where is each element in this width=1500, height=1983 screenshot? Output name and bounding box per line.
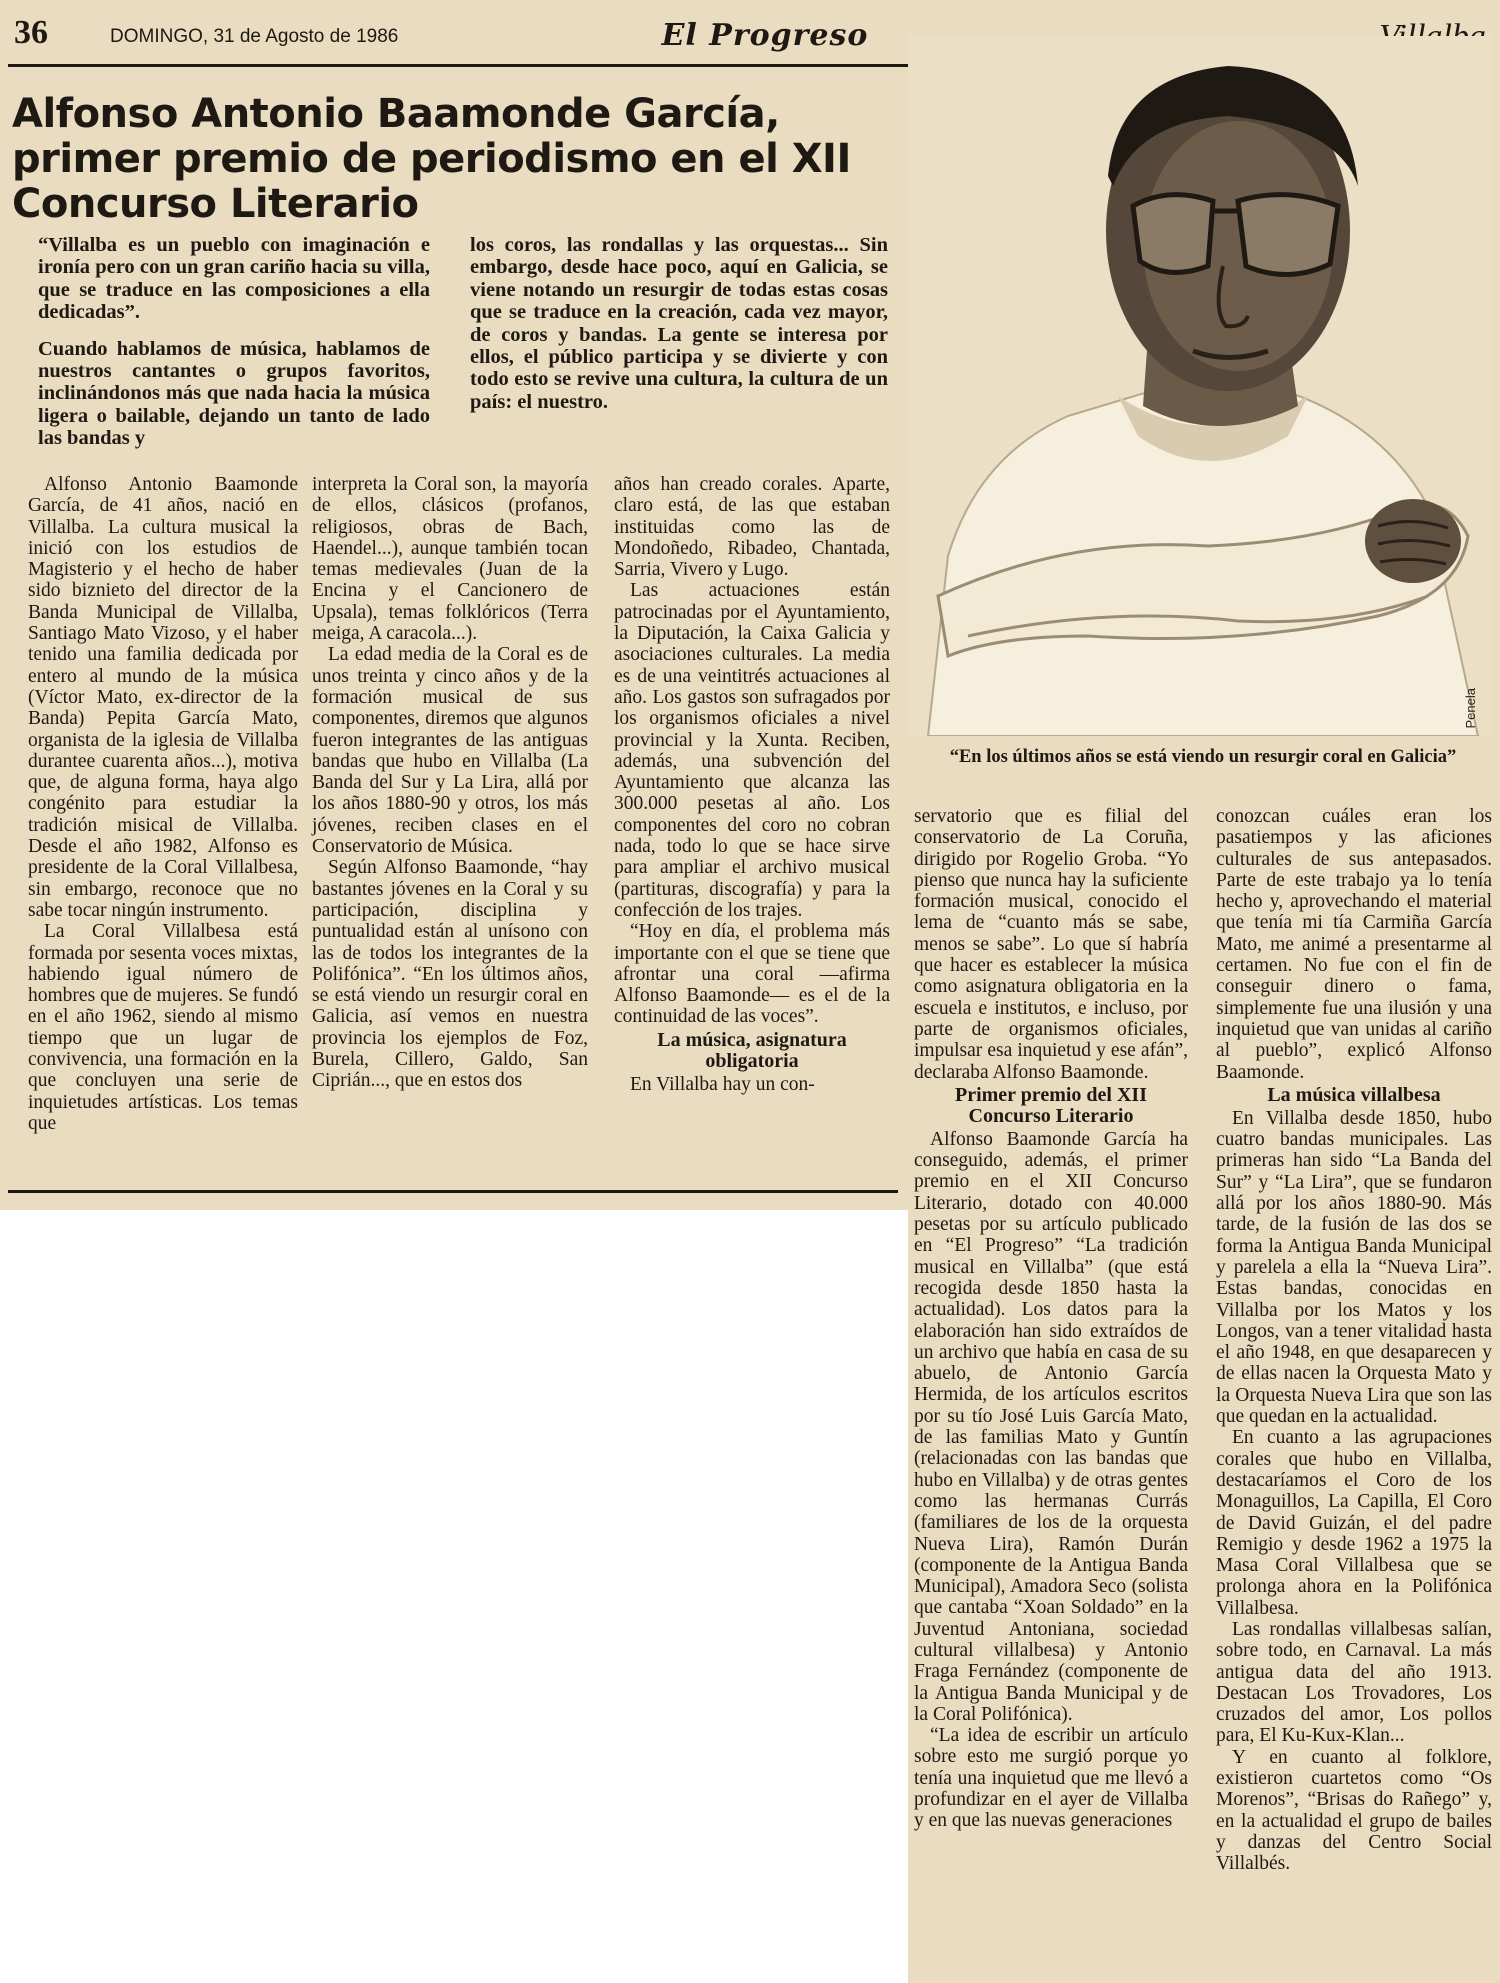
page-number: 36 — [14, 14, 48, 51]
paragraph: Según Alfonso Baamonde, “hay bastantes jóvenes en la Coral y su participación, disciplina y puntualidad están al unísono con las de todos los integrantes de la Polifónica”. “En los últimos años, se está viendo un resurgir coral en Galicia, así vemos en nuestra provincia los ejemplos de Foz, Burela, Cillero, Galdo, San Ciprián..., que en estos dos — [312, 857, 588, 1092]
portrait-illustration — [908, 36, 1492, 736]
lead-paragraph: Cuando hablamos de música, hablamos de nuestros cantantes o grupos favoritos, inclinándonos más que nada hacia la música ligera o bailable, dejando un tanto de lado las bandas y — [38, 337, 430, 450]
issue-date: DOMINGO, 31 de Agosto de 1986 — [110, 26, 399, 47]
paragraph: “Hoy en día, el problema más importante con el que se tiene que afrontar una coral —afirma Alfonso Baamonde— es el de la continuidad de las voces”. — [614, 921, 890, 1028]
paragraph: En Villalba hay un con- — [630, 1073, 815, 1095]
portrait-photo — [908, 36, 1492, 736]
column-bottom-rule — [8, 1190, 898, 1193]
paragraph: En Villalba desde 1850, hubo cuatro bandas municipales. Las primeras han sido “La Banda del Sur” y “La Lira”, que se fundaron allá por los años 1880-90. Más tarde, de la fusión de las dos se forma la Antigua Banda Municipal y parelela a ella la “Nueva Lira”. Estas bandas, conocidas en Villalba por los Matos y los Longos, van a tener vitalidad hasta el año 1948, en que desaparecen y de ellas nacen la Orquesta Mato y la Orquesta Nueva Lira que son las que quedan en la actualidad. — [1216, 1107, 1492, 1428]
paragraph: En cuanto a las agrupaciones corales que hubo en Villalba, destacaríamos el Coro de los Monaguillos, La Capilla, El Coro de David Guizán, el del padre Remigio y desde 1962 a 1975 la Masa Coral Villalbesa que se prolonga ahora en la Polifónica Villalbesa. — [1216, 1427, 1492, 1619]
subheading: La música villalbesa — [1267, 1083, 1441, 1106]
paragraph: La edad media de la Coral es de unos treinta y cinco años y de la formación musical de sus componentes, diremos que algunos fueron integrantes de las antiguas bandas que hubo en Villalba (La Banda del Sur y La Lira, allá por los años 1880-90 y otros, los más jóvenes, reciben clases en el Conservatorio de Música. — [312, 644, 588, 858]
paragraph: Y en cuanto al folklore, existieron cuartetos como “Os Morenos”, “Brisas do Rañego” y, en la actualidad el grupo de bailes y danzas del Centro Social Villalbés. — [1216, 1746, 1492, 1875]
lead-quote: “Villalba es un pueblo con imaginación e ironía pero con un gran cariño hacia su villa, que se traduce en las composiciones a ella dedicadas”. — [38, 234, 430, 324]
subheading: Primer premio del XII Concurso Literario — [954, 1083, 1147, 1127]
lead-paragraph-continued: los coros, las rondallas y las orquestas... Sin embargo, desde hace poco, aquí en Galicia, se viene notando un resurgir de todas estas cosas que se traduce en la creación, cada vez mayor, de coros y bandas. La gente se interesa por ellos, el público participa y se divierte y con todo esto se revive una cultura, la cultura de un país: el nuestro. — [470, 234, 888, 413]
paragraph: interpreta la Coral son, la mayoría de ellos, clásicos (profanos, religiosos, obras de Bach, Haendel...), aunque también tocan temas medievales (Juan de la Encina y el Cancionero de Upsala), temas folklóricos (Terra meiga, A caracola...). — [312, 474, 588, 645]
header-rule — [8, 64, 1038, 67]
newspaper-masthead: El Progreso — [661, 18, 869, 53]
paragraph: “La idea de escribir un artículo sobre esto me surgió porque yo tenía una inquietud que me llevó a profundizar en el ayer de Villalba y en que las nuevas generaciones — [914, 1725, 1188, 1832]
text-column-4 — [914, 806, 1188, 1832]
lead-column-right — [470, 234, 888, 413]
paragraph: Las actuaciones están patrocinadas por el Ayuntamiento, la Diputación, la Caixa Galicia y asociaciones culturales. La media es de una veintitrés actuaciones al año. Los gastos son sufragados por los organismos oficiales a nivel provincial y la Xunta. Reciben, además, una subvención del Ayuntamiento que alcanza las 300.000 pesetas al año. Los componentes del coro no cobran nada, todo lo que se hace sirve para ampliar el archivo musical (partituras, discografía) y para la confección de los trajes. — [614, 580, 890, 921]
paragraph: años han creado corales. Aparte, claro está, de las que estaban instituidas como las de Mondoñedo, Ribadeo, Chantada, Sarria, Vivero y Lugo. — [614, 474, 890, 581]
photo-caption: “En los últimos años se está viendo un resurgir coral en Galicia” — [949, 747, 1457, 767]
article-headline: Alfonso Antonio Baamonde García, primer premio de periodismo en el XII Concurso Literario — [12, 91, 851, 227]
paragraph: Alfonso Antonio Baamonde García, de 41 años, nació en Villalba. La cultura musical la inició con los estudios de Magisterio y el hecho de haber sido biznieto del director de la Banda Municipal de Villalba, Santiago Mato Vizoso, y el haber tenido una familia dedicada por entero al mundo de la música (Víctor Mato, ex-director de la Banda) Pepita García Mato, organista de la iglesia de Villalba durantee cuarenta años...), motiva que, de alguna forma, haya algo congénito para estudiar la tradición misical de Villalba. Desde el año 1982, Alfonso es presidente de la Coral Villalbesa, sin embargo, reconoce que no sabe tocar ningún instrumento. — [28, 474, 298, 921]
text-column-2 — [312, 474, 588, 1092]
paragraph: Alfonso Baamonde García ha conseguido, además, el primer premio en el XII Concurso Literario, dotado con 40.000 pesetas por su artículo publicado en “El Progreso” “La tradición musical en Villalba” (que está recogida desde 1850 hasta la actualidad). Los datos para la elaboración han sido extraídos de un archivo que había en casa de su abuelo, de Antonio García Hermida, de los artículos escritos por su tío José Luis García Mato, de las familias Mato y Guntín (relacionadas con las bandas que hubo en Villalba) y de otras gentes como las hermanas Currás (familiares de los de la orquesta Nueva Lira), Ramón Durán (componente de la Antigua Banda Municipal), Amadora Seco (solista que cantaba “Xoan Soldado” en la Juventud Antoniana, sociedad cultural villalbesa) y Antonio Fraga Fernández (componente de la Antigua Banda Municipal y de la Coral Polifónica). — [914, 1128, 1188, 1725]
text-column-5 — [1216, 806, 1492, 1875]
photo-credit: Penela — [1463, 687, 1478, 728]
paragraph: servatorio que es filial del conservatorio de La Coruña, dirigido por Rogelio Groba. “Yo pienso que nunca hay la suficiente formación musical, conocido el lema de “cuanto más se sabe, menos se sabe”. Lo que sí habría que hacer es establecer la música como asignatura obligatoria en la escuela e institutos, e incluso, por parte de organismos oficiales, impulsar esa inquietud y ese afán”, declaraba Alfonso Baamonde. — [914, 806, 1188, 1083]
subheading: La música, asignatura obligatoria — [657, 1028, 847, 1072]
paragraph: Las rondallas villalbesas salían, sobre todo, en Carnaval. La más antigua data del año 1913. Destacan Los Trovadores, Los cruzados del amor, Los pollos para, El Ku-Kux-Klan... — [1216, 1618, 1492, 1747]
text-column-1 — [28, 474, 298, 1134]
text-column-3 — [614, 474, 890, 1095]
paragraph: conozcan cuáles eran los pasatiempos y las aficiones culturales de sus antepasados. Parte de este trabajo ya lo tenía hecho y, aprovechando el material que tenía mi tía Carmiña García Mato, me animé a presentarme al certamen. No fue con el fin de conseguir dinero o fama, simplemente fue una ilusión y una inquietud que van unidas al cariño al pueblo”, explicó Alfonso Baamonde. — [1216, 806, 1492, 1083]
lead-column-left — [38, 234, 430, 450]
paragraph: La Coral Villalbesa está formada por sesenta voces mixtas, habiendo igual número de hombres que de mujeres. Se fundó en el año 1962, siendo al mismo tiempo que un lugar de convivencia, una formación en la que concluyen una serie de inquietudes artísticas. Los temas que — [28, 921, 298, 1134]
